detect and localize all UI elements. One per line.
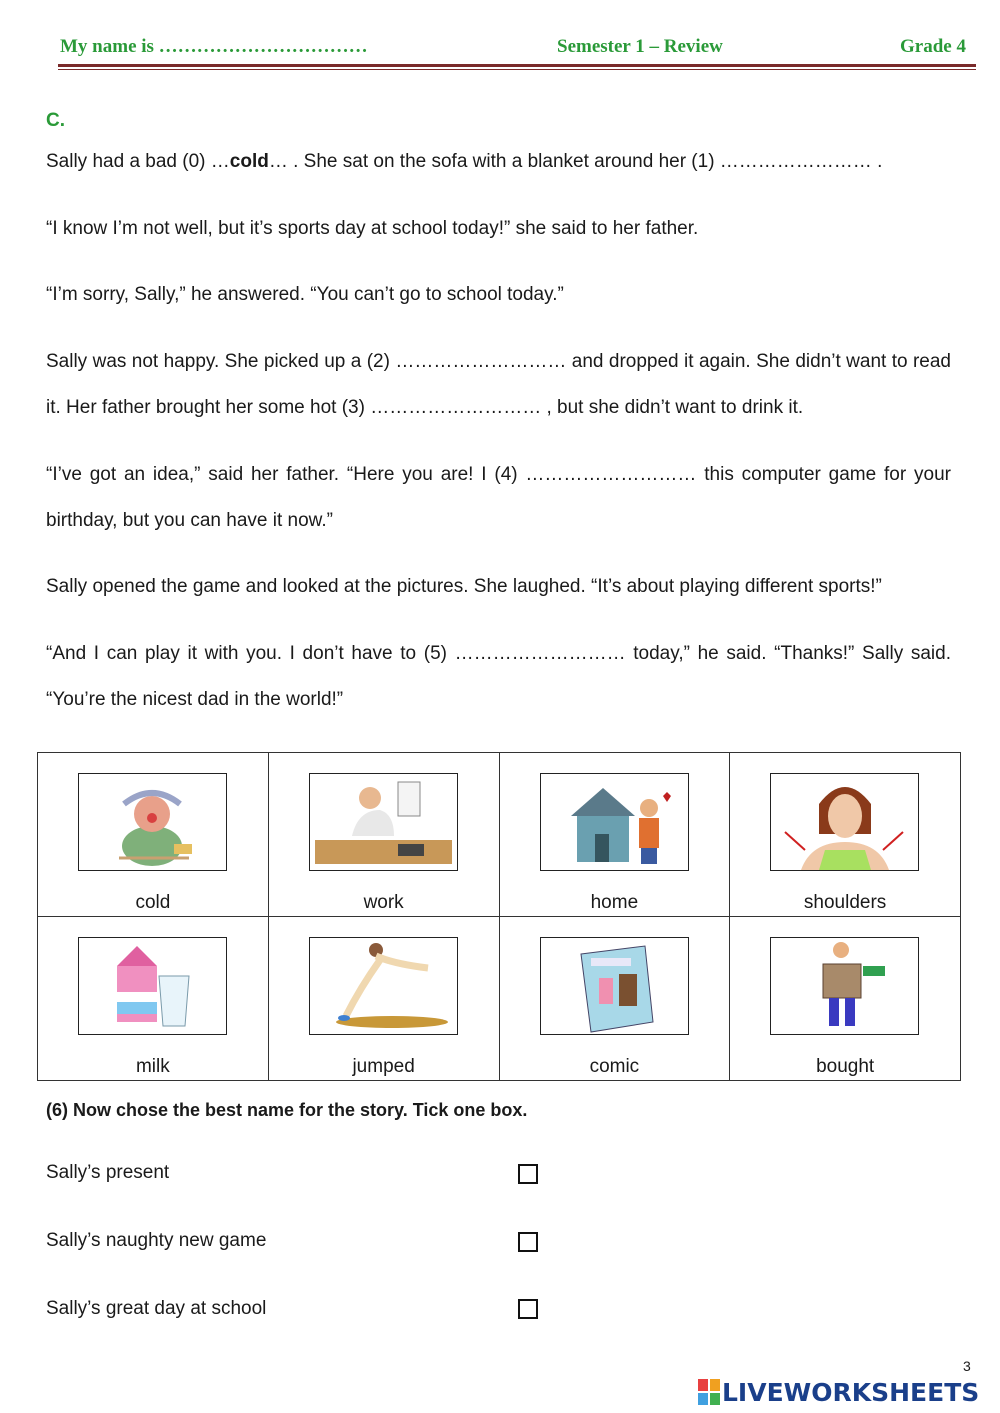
student-name-label: My name is …………………………… <box>60 36 368 57</box>
house-icon <box>540 773 689 871</box>
word-bank-table <box>37 752 961 1081</box>
word-label: milk <box>135 1056 170 1077</box>
story-text-blank-1: … . She sat on the sofa with a blanket around her (1) …………………… . <box>268 151 883 172</box>
story-paragraph-7: “And I can play it with you. I don’t have to (5) ……………………… today,” he said. “Thanks!” Sally said. “You’re the nicest dad in the world!” <box>46 643 951 710</box>
woman-shoulders-icon <box>770 773 919 871</box>
story-paragraph-1 <box>46 139 951 185</box>
word-label: home <box>590 892 639 913</box>
story-paragraph-5: “I’ve got an idea,” said her father. “Here you are! I (4) ……………………… this computer game for your birthday, but you can have it now.” <box>46 464 951 531</box>
header-divider <box>58 64 976 67</box>
word-label: cold <box>135 892 171 913</box>
question-prompt: (6) Now chose the best name for the story. Tick one box. <box>46 1100 528 1120</box>
word-label: comic <box>589 1056 640 1077</box>
option-label-3: Sally’s great day at school <box>46 1298 267 1319</box>
word-cell-milk <box>38 917 269 1081</box>
semester-title: Semester 1 – Review <box>557 36 723 57</box>
option-label-2: Sally’s naughty new game <box>46 1230 267 1251</box>
story-text: Sally had a bad (0) … <box>46 151 230 172</box>
word-label: jumped <box>352 1056 415 1077</box>
header-divider-thin <box>58 69 976 70</box>
tick-box-3[interactable] <box>518 1299 538 1319</box>
word-cell-shoulders <box>730 753 961 917</box>
tick-box-1[interactable] <box>518 1164 538 1184</box>
long-jump-icon <box>309 937 458 1035</box>
grade-label: Grade 4 <box>900 36 966 57</box>
liveworksheets-logo <box>698 1376 979 1408</box>
shopper-icon <box>770 937 919 1035</box>
section-label: C. <box>46 110 65 131</box>
office-worker-icon <box>309 773 458 871</box>
word-cell-bought <box>730 917 961 1081</box>
page-number: 3 <box>963 1358 971 1374</box>
story-paragraph-4: Sally was not happy. She picked up a (2) ……………………… and dropped it again. She didn’t want to read it. Her father brought her some hot (3) ……………………… , but she didn’t want to drink it. <box>46 351 951 418</box>
comic-book-icon <box>540 937 689 1035</box>
page-header <box>60 36 975 60</box>
word-cell-work <box>268 753 499 917</box>
word-label: work <box>363 892 404 913</box>
option-label-1: Sally’s present <box>46 1162 170 1183</box>
brand-name: LIVEWORKSHEETS <box>722 1377 980 1407</box>
word-label: bought <box>816 1056 875 1077</box>
word-cell-cold <box>38 753 269 917</box>
sick-person-icon <box>78 773 227 871</box>
brand-icon <box>698 1379 720 1405</box>
milk-carton-icon <box>78 937 227 1035</box>
tick-box-2[interactable] <box>518 1232 538 1252</box>
word-cell-jumped <box>268 917 499 1081</box>
word-cell-home <box>499 753 730 917</box>
example-answer: cold <box>229 151 269 172</box>
story-paragraph-6: Sally opened the game and looked at the pictures. She laughed. “It’s about playing different sports!” <box>46 576 882 597</box>
story-paragraph-2: “I know I’m not well, but it’s sports day at school today!” she said to her father. <box>46 218 699 239</box>
word-label: shoulders <box>803 892 887 913</box>
word-cell-comic <box>499 917 730 1081</box>
story-paragraph-3: “I’m sorry, Sally,” he answered. “You can’t go to school today.” <box>46 284 564 305</box>
